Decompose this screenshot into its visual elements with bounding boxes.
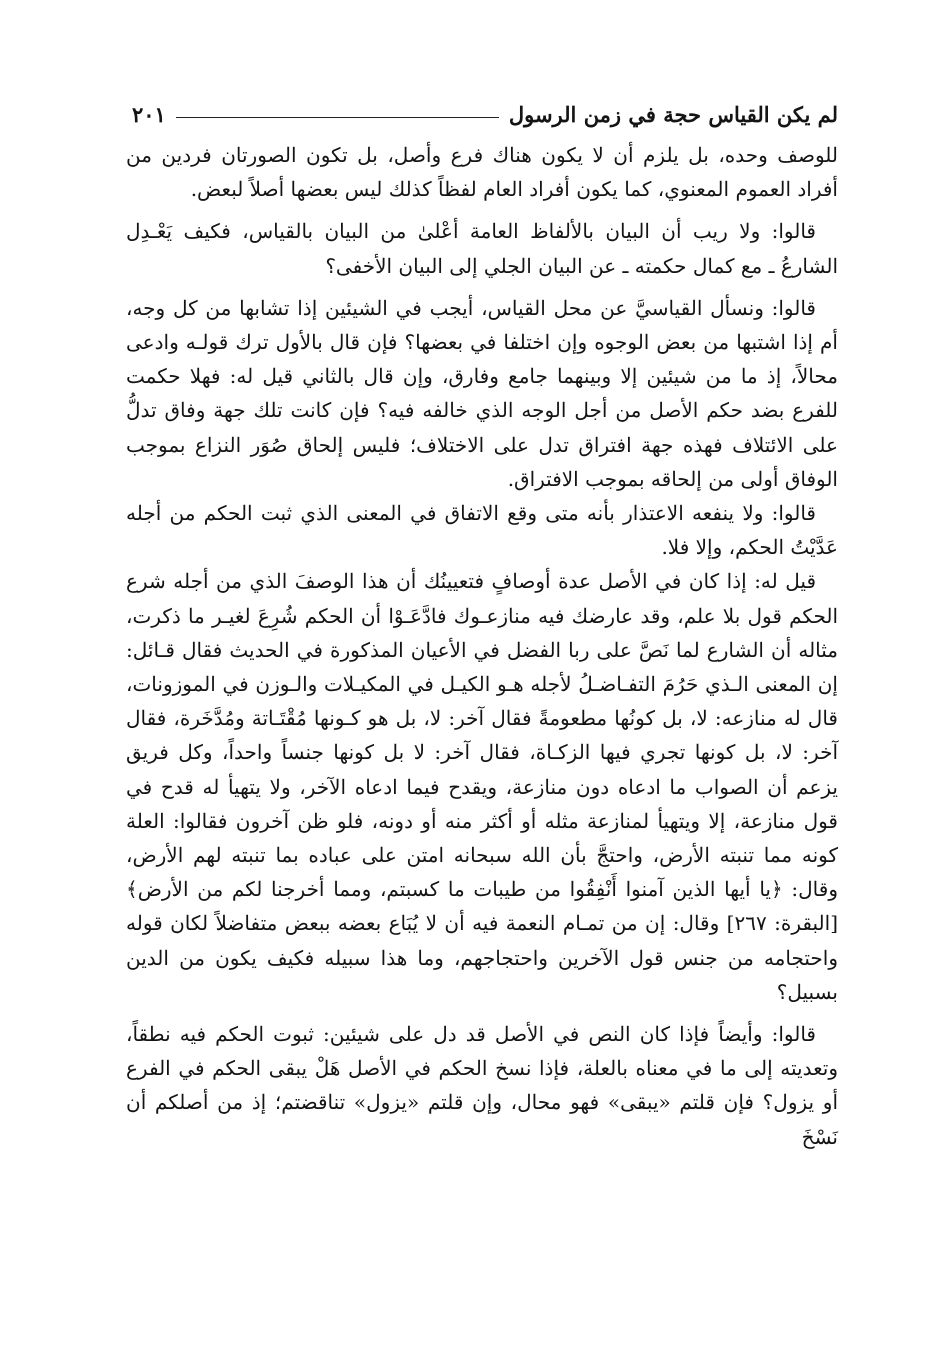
paragraph-1: للوصف وحده، بل يلزم أن لا يكون هناك فرع وأصل، بل تكون الصورتان فردين من أفراد العموم المعنوي، كما يكون أفراد العام لفظاً كذلك ليس بعضها أصلاً لبعض. xyxy=(126,143,838,202)
header-rule xyxy=(176,117,499,118)
chapter-title: لم يكن القياس حجة في زمن الرسول xyxy=(508,101,838,127)
paragraph-5: قيل له: إذا كان في الأصل عدة أوصافٍ فتعيينُك أن هذا الوصفَ الذي من أجله شرع الحكم قول بلا علم، وقد عارضك فيه منازعـوك فادَّعَـوْا أن الحكم شُرِعَ لغيـر ما ذكرت، مثاله أن الشارع لما نَصَّ على ربا الفضل في الأعيان المذكورة في الحديث فقال قـائل: إن المعنى الـذي حَرُمَ التفـاضـلُ لأجله هـو الكيـل في المكيـلات والـوزن في الموزونات، قال له منازعه: لا، بل كونُها مطعومةً فقال آخر: لا، بل هو كـونها مُقْتَـاتة ومُدَّخَرة، فقال آخر: لا، بل كونها تجري فيها الزكـاة، فقال آخر: لا بل كونها جنساً واحداً، وكل فريق يزعم أن الصواب ما ادعاه دون منازعة، ويقدح فيما ادعاه الآخر، ولا يتهيأ له قدح في قول منازعة، إلا ويتهيأ لمنازعة مثله أو أكثر منه أو دونه، فلو ظن آخرون فقالوا: العلة كونه مما تنبته الأرض، واحتجَّ بأن الله سبحانه امتن على عباده بما تنبته لهم الأرض، وقال: ﴿يا أيها الذين آمنوا أَنْفِقُوا من طيبات ما كسبتم، ومما أخرجنا لكم من الأرض﴾ [البقرة: ٢٦٧] وقال: إن من تمـام النعمة فيه أن لا يُبَاع بعضه ببعض متفاضلاً لكان قوله واحتجامه من جنس قول الآخرين واحتجاجهم، وما هذا سبيله فكيف يكون من الدين بسبيل؟ xyxy=(126,569,839,1004)
paragraph-4: قالوا: ولا ينفعه الاعتذار بأنه متى وقع الاتفاق في المعنى الذي ثبت الحكم من أجله عَدَّيْتُ الحكم، وإلا فلا. xyxy=(126,501,838,560)
paragraph-2: قالوا: ولا ريب أن البيان بالألفاظ العامة أعْلىٰ من البيان بالقياس، فكيف يَعْـدِل الشارعُ ـ مع كمال حكمته ـ عن البيان الجلي إلى البيان الأخفى؟ xyxy=(126,219,838,278)
running-header xyxy=(126,96,838,132)
page-number: ٢٠١ xyxy=(132,101,166,127)
paragraph-3: قالوا: ونسأل القياسيَّ عن محل القياس، أيجب في الشيئين إذا تشابها من كل وجه، أم إذا اشتبها من بعض الوجوه وإن اختلفا في بعضها؟ فإن قال بالأول ترك قولـه وادعى محالاً، إذ ما من شيئين إلا وبينهما جامع وفارق، وإن قال بالثاني قيل له: فهلا حكمت للفرع بضد حكم الأصل من أجل الوجه الذي خالفه فيه؟ فإن كانت تلك جهة وفاق تدلُّ على الائتلاف فهذه جهة افتراق تدل على الاختلاف؛ فليس إلحاق صُوَر النزاع بموجب الوفاق أولى من إلحاقه بموجب الافتراق. xyxy=(126,295,838,491)
book-page xyxy=(126,96,838,1154)
paragraph-6: قالوا: وأيضاً فإذا كان النص في الأصل قد دل على شيئين: ثبوت الحكم فيه نطقاً، وتعديته إلى ما في معناه بالعلة، فإذا نسخ الحكم في الأصل هَلْ يبقى الحكم في الفرع أو يزول؟ فإن قلتم «يبقى» فهو محال، وإن قلتم «يزول» تناقضتم؛ إذ من أصلكم أن نَسْخَ xyxy=(126,1022,838,1149)
